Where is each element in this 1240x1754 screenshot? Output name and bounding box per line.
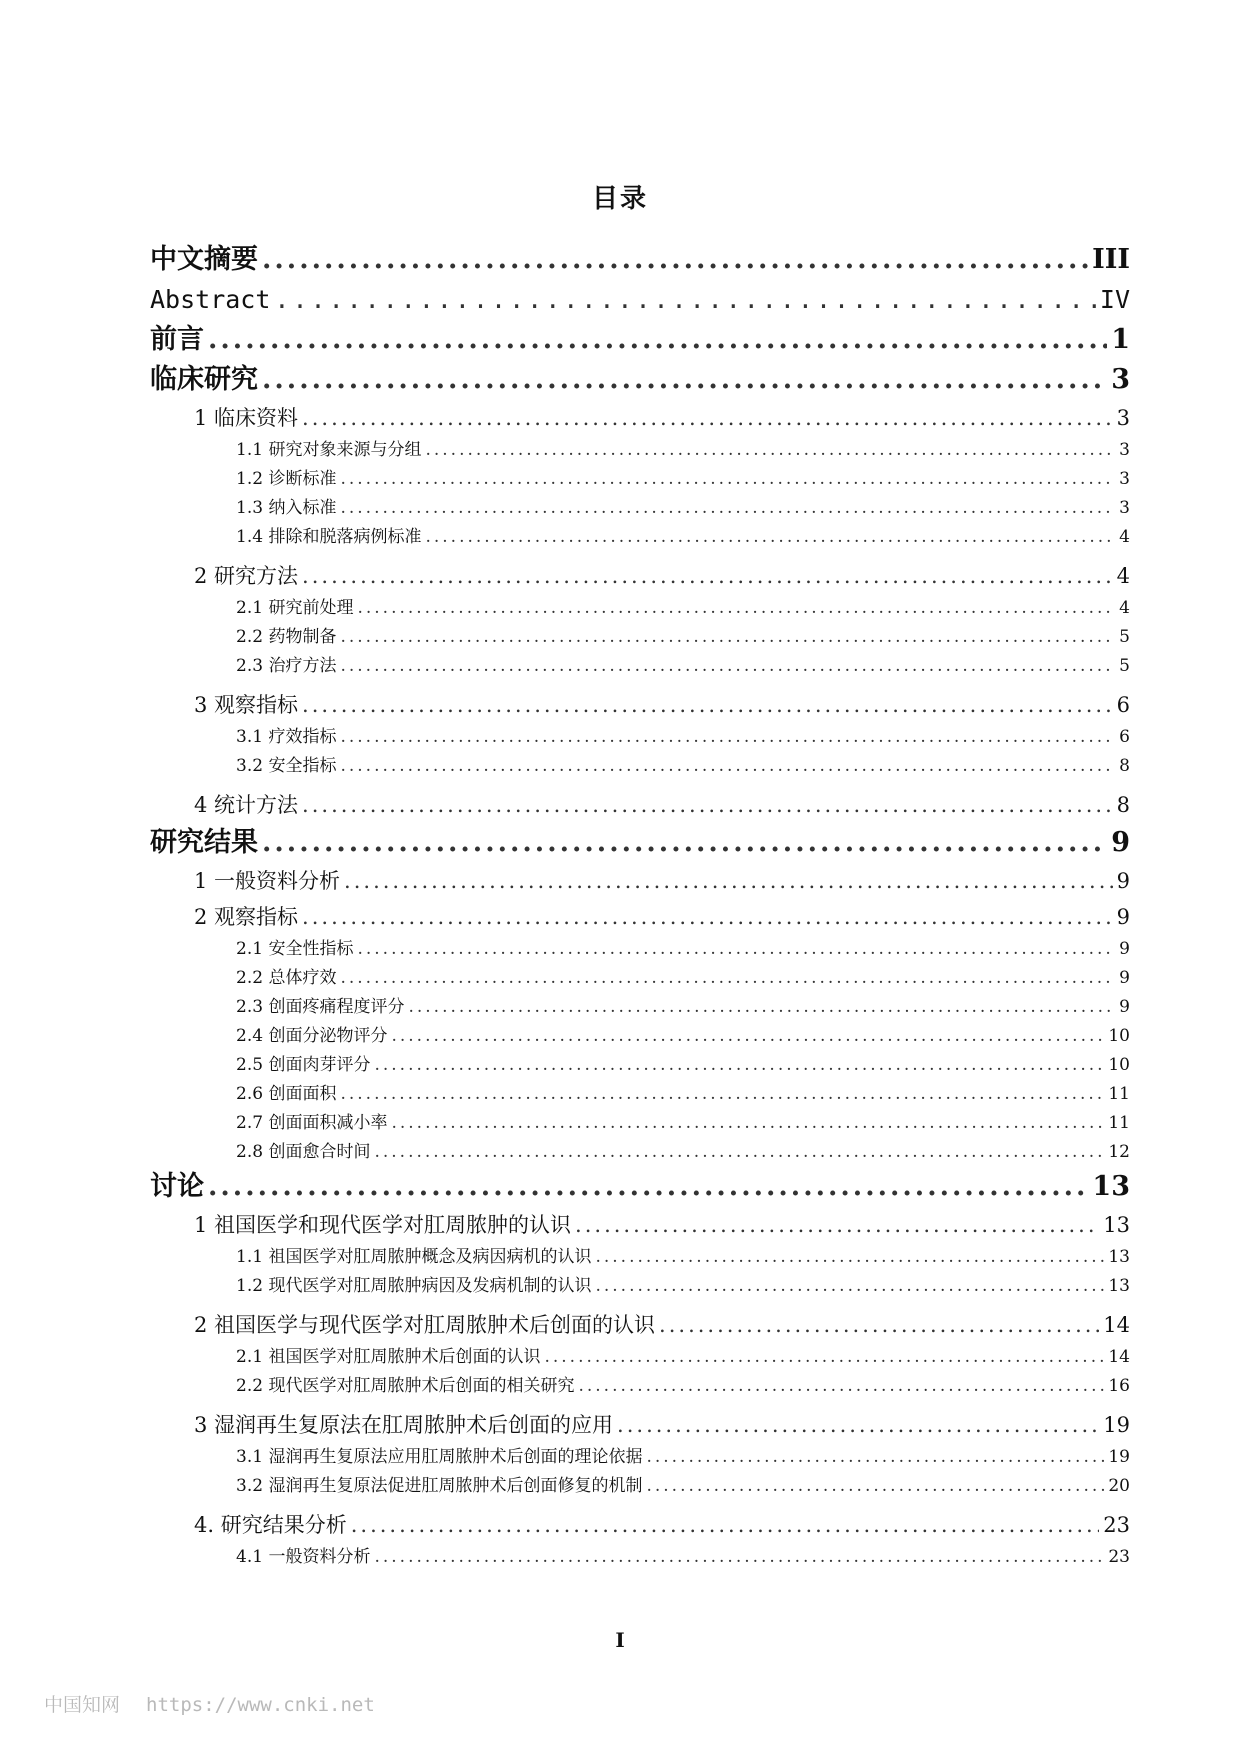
- toc-leader-dots: [575, 1207, 1099, 1243]
- toc-entry-title: 3 观察指标: [194, 693, 299, 717]
- toc-entry-title: 2.2 药物制备: [236, 627, 337, 647]
- toc-entry-title: 研究结果: [150, 827, 258, 858]
- toc-entry-page: IV: [1099, 285, 1130, 314]
- toc-leader-dots: [595, 1272, 1104, 1301]
- toc-entry-title: 1.2 诊断标准: [236, 469, 337, 489]
- toc-leader-dots: [595, 1243, 1104, 1272]
- toc-entry-title: 2.8 创面愈合时间: [236, 1142, 371, 1162]
- toc-leader-dots: [351, 1507, 1100, 1543]
- toc-entry-title: 2.6 创面面积: [236, 1084, 337, 1104]
- toc-entry-title: 3.1 疗效指标: [236, 727, 337, 747]
- toc-leader-dots: [617, 1407, 1099, 1443]
- toc-entry-title: 1.1 研究对象来源与分组: [236, 440, 422, 460]
- toc-entry: [150, 1080, 1130, 1109]
- toc-entry-title: 1 临床资料: [194, 406, 299, 430]
- toc-leader-dots: [344, 863, 1113, 899]
- toc-entry: [150, 523, 1130, 552]
- toc-entry: [150, 1372, 1130, 1401]
- toc-entry-title: 4. 研究结果分析: [194, 1513, 347, 1537]
- toc-leader-dots: [646, 1443, 1104, 1472]
- toc-entry: [150, 993, 1130, 1022]
- toc-entry-page: 5: [1119, 627, 1130, 647]
- watermark-brand: 中国知网: [44, 1694, 121, 1716]
- toc-entry-page: 14: [1103, 1313, 1130, 1337]
- toc-leader-dots: [374, 1138, 1104, 1167]
- toc-entry-title: 2 研究方法: [194, 564, 299, 588]
- toc-entry-page: 20: [1108, 1476, 1130, 1496]
- toc-entry-title: 3.2 安全指标: [236, 756, 337, 776]
- toc-entry-title: 2 祖国医学与现代医学对肛周脓肿术后创面的认识: [194, 1313, 656, 1337]
- toc-entry-page: 8: [1116, 793, 1130, 817]
- toc-leader-dots: [408, 993, 1115, 1022]
- toc-entry: [150, 400, 1130, 436]
- toc-entry-page: 19: [1103, 1413, 1130, 1437]
- toc-entry: [150, 1109, 1130, 1138]
- toc-entry: [150, 1272, 1130, 1301]
- toc-entry: [150, 687, 1130, 723]
- toc-entry-page: 5: [1119, 656, 1130, 676]
- toc-entry: [150, 723, 1130, 752]
- toc-entry-page: 9: [1116, 905, 1130, 929]
- toc-entry-title: 3 湿润再生复原法在肛周脓肿术后创面的应用: [194, 1413, 614, 1437]
- toc-entry: [150, 652, 1130, 681]
- toc-leader-dots: [659, 1307, 1099, 1343]
- toc-entry: [150, 494, 1130, 523]
- toc-leader-dots: [340, 494, 1115, 523]
- toc-entry-page: 13: [1108, 1276, 1130, 1296]
- toc-leader-dots: [357, 935, 1115, 964]
- page-number: I: [615, 1628, 625, 1652]
- toc-entry: [150, 899, 1130, 935]
- toc-entry: [150, 935, 1130, 964]
- toc-entry-page: 12: [1108, 1142, 1130, 1162]
- toc-entry-page: 11: [1108, 1113, 1130, 1133]
- toc-entry-page: 16: [1108, 1376, 1130, 1396]
- toc-entry-title: 1.2 现代医学对肛周脓肿病因及发病机制的认识: [236, 1276, 592, 1296]
- toc-entry-page: 1: [1111, 324, 1130, 355]
- toc-entry-title: 2.4 创面分泌物评分: [236, 1026, 388, 1046]
- toc-leader-dots: [391, 1022, 1104, 1051]
- toc-entry-title: 讨论: [150, 1171, 204, 1202]
- watermark-url: https://www.cnki.net: [146, 1694, 375, 1716]
- toc-entry-page: 3: [1119, 498, 1130, 518]
- toc-leader-dots: [262, 360, 1107, 400]
- toc-leader-dots: [646, 1472, 1104, 1501]
- toc-leader-dots: [425, 523, 1115, 552]
- toc-entry-page: 14: [1108, 1347, 1130, 1367]
- toc-entry-page: 3: [1111, 364, 1130, 395]
- toc-entry: [150, 1543, 1130, 1572]
- toc-entry-title: 2.2 现代医学对肛周脓肿术后创面的相关研究: [236, 1376, 575, 1396]
- toc-leader-dots: [274, 280, 1095, 320]
- toc-entry: [150, 360, 1130, 400]
- toc-leader-dots: [208, 320, 1107, 360]
- toc-leader-dots: [340, 964, 1115, 993]
- toc-entry-title: 2.3 治疗方法: [236, 656, 337, 676]
- toc-entry: [150, 1307, 1130, 1343]
- toc-entry-page: 4: [1119, 527, 1130, 547]
- watermark: [44, 1690, 401, 1717]
- toc-entry-page: 19: [1108, 1447, 1130, 1467]
- toc-entry-page: 10: [1108, 1026, 1130, 1046]
- toc-entry-page: 23: [1108, 1547, 1130, 1567]
- toc-leader-dots: [302, 687, 1113, 723]
- toc-leader-dots: [374, 1051, 1104, 1080]
- toc-leader-dots: [340, 623, 1115, 652]
- toc-entry: [150, 1138, 1130, 1167]
- toc-entry-page: 9: [1119, 968, 1130, 988]
- toc-leader-dots: [302, 899, 1113, 935]
- toc-entry-title: 2.2 总体疗效: [236, 968, 337, 988]
- toc-entry-page: 3: [1119, 440, 1130, 460]
- toc-entry: [150, 465, 1130, 494]
- toc-entry-page: 9: [1119, 939, 1130, 959]
- toc-entry-title: 中文摘要: [150, 244, 258, 275]
- toc-entry: [150, 623, 1130, 652]
- toc-leader-dots: [302, 787, 1113, 823]
- toc-entry-page: 8: [1119, 756, 1130, 776]
- toc-entry-page: 3: [1119, 469, 1130, 489]
- toc-entry-title: 2.1 研究前处理: [236, 598, 354, 618]
- toc-entry: [150, 823, 1130, 863]
- toc-entry-page: 3: [1116, 406, 1130, 430]
- toc-entry-page: 9: [1111, 827, 1130, 858]
- toc-entry: [150, 1051, 1130, 1080]
- toc-entry-title: 1.4 排除和脱落病例标准: [236, 527, 422, 547]
- table-of-contents: [150, 240, 1130, 1572]
- toc-leader-dots: [544, 1343, 1104, 1372]
- toc-entry-title: 1 祖国医学和现代医学对肛周脓肿的认识: [194, 1213, 572, 1237]
- toc-leader-dots: [262, 240, 1088, 280]
- toc-entry: [150, 436, 1130, 465]
- toc-entry-title: 3.1 湿润再生复原法应用肛周脓肿术后创面的理论依据: [236, 1447, 643, 1467]
- toc-entry-page: 13: [1092, 1171, 1130, 1202]
- toc-entry: [150, 1407, 1130, 1443]
- toc-entry: [150, 320, 1130, 360]
- toc-entry: [150, 752, 1130, 781]
- toc-leader-dots: [302, 558, 1113, 594]
- toc-entry-title: Abstract: [150, 285, 271, 314]
- toc-leader-dots: [340, 752, 1115, 781]
- toc-entry-title: 1 一般资料分析: [194, 869, 341, 893]
- toc-entry: [150, 594, 1130, 623]
- toc-entry-title: 1.1 祖国医学对肛周脓肿概念及病因病机的认识: [236, 1247, 592, 1267]
- toc-entry-page: III: [1092, 244, 1130, 275]
- toc-entry: [150, 863, 1130, 899]
- toc-entry-title: 2.1 安全性指标: [236, 939, 354, 959]
- toc-entry-page: 13: [1103, 1213, 1130, 1237]
- toc-entry: [150, 280, 1130, 320]
- toc-leader-dots: [578, 1372, 1104, 1401]
- toc-entry-title: 临床研究: [150, 364, 258, 395]
- toc-entry-page: 13: [1108, 1247, 1130, 1267]
- toc-entry: [150, 1207, 1130, 1243]
- toc-entry-page: 10: [1108, 1055, 1130, 1075]
- toc-entry: [150, 240, 1130, 280]
- toc-entry-title: 3.2 湿润再生复原法促进肛周脓肿术后创面修复的机制: [236, 1476, 643, 1496]
- toc-entry: [150, 964, 1130, 993]
- toc-entry: [150, 787, 1130, 823]
- toc-entry-title: 2.3 创面疼痛程度评分: [236, 997, 405, 1017]
- toc-leader-dots: [391, 1109, 1104, 1138]
- toc-entry-title: 4 统计方法: [194, 793, 299, 817]
- toc-leader-dots: [340, 723, 1115, 752]
- toc-entry: [150, 558, 1130, 594]
- toc-entry: [150, 1167, 1130, 1207]
- toc-leader-dots: [357, 594, 1115, 623]
- toc-entry-title: 1.3 纳入标准: [236, 498, 337, 518]
- toc-leader-dots: [340, 1080, 1104, 1109]
- toc-entry-page: 9: [1116, 869, 1130, 893]
- toc-entry-page: 23: [1103, 1513, 1130, 1537]
- toc-entry: [150, 1343, 1130, 1372]
- toc-entry-page: 11: [1108, 1084, 1130, 1104]
- toc-entry: [150, 1472, 1130, 1501]
- toc-leader-dots: [208, 1167, 1088, 1207]
- toc-leader-dots: [425, 436, 1115, 465]
- toc-entry-page: 6: [1119, 727, 1130, 747]
- toc-entry-page: 9: [1119, 997, 1130, 1017]
- toc-entry-title: 2.1 祖国医学对肛周脓肿术后创面的认识: [236, 1347, 541, 1367]
- toc-entry-title: 4.1 一般资料分析: [236, 1547, 371, 1567]
- toc-leader-dots: [340, 465, 1115, 494]
- toc-entry-title: 2.5 创面肉芽评分: [236, 1055, 371, 1075]
- toc-entry: [150, 1507, 1130, 1543]
- toc-leader-dots: [262, 823, 1107, 863]
- toc-entry: [150, 1243, 1130, 1272]
- toc-leader-dots: [302, 400, 1113, 436]
- toc-entry-page: 6: [1116, 693, 1130, 717]
- toc-entry-title: 2 观察指标: [194, 905, 299, 929]
- toc-entry: [150, 1022, 1130, 1051]
- toc-entry-page: 4: [1116, 564, 1130, 588]
- toc-entry-title: 前言: [150, 324, 204, 355]
- toc-title: 目录: [591, 184, 648, 214]
- toc-leader-dots: [374, 1543, 1104, 1572]
- toc-entry: [150, 1443, 1130, 1472]
- toc-entry-title: 2.7 创面面积减小率: [236, 1113, 388, 1133]
- toc-leader-dots: [340, 652, 1115, 681]
- toc-entry-page: 4: [1119, 598, 1130, 618]
